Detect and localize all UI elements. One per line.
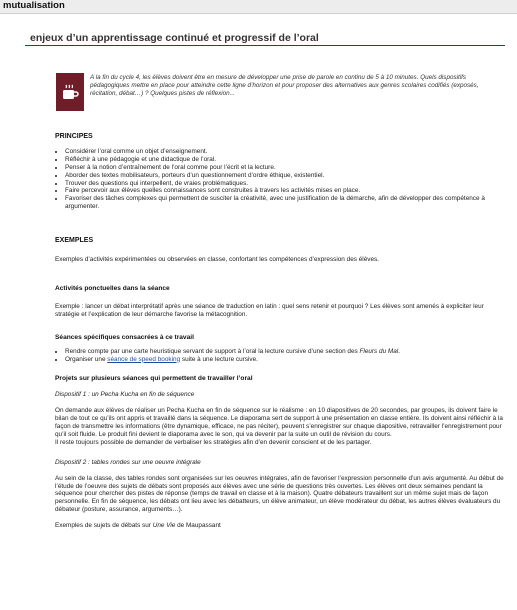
intro-text <box>90 74 490 99</box>
principes-heading: PRINCIPES <box>55 133 93 140</box>
exemples-heading: EXEMPLES <box>55 237 94 245</box>
ponctuelles-heading: Activités ponctuelles dans la séance <box>55 284 170 292</box>
list-item <box>65 356 505 364</box>
examples-text: Exemples de sujets de débats sur <box>55 522 153 530</box>
exemples-intro: Exemples d’activités expérimentées ou observées en classe, confortant les compétences d’expression des élèves. <box>55 256 379 264</box>
speed-booking-link[interactable]: séance de speed booking <box>107 355 181 363</box>
examples-text: de Maupassant <box>175 522 221 530</box>
list-item: • Faire percevoir aux élèves quelles connaissances sont construites à travers les activités mises en place. <box>65 187 505 195</box>
list-item: • Penser à la notion d’entraînement de l’oral comme pour l’écrit et la lecture. <box>65 164 505 172</box>
item-text: . <box>398 347 400 355</box>
principes-list <box>55 148 505 211</box>
list-item: • Aborder des textes mobilisateurs, porteurs d’un questionnement d’ordre éthique, existentiel. <box>65 172 505 180</box>
article-content <box>55 133 505 530</box>
dispositif-1-text: On demande aux élèves de réaliser un Pecha Kucha en fin de séquence sur le réalisme : en 10 diapositives de 20 secondes, par groupes, ils doivent faire le bilan de tout ce qu’ils ont appris et travaillé dans la séquence. Le diaporama sert de support à une présentation en classe entière. Ils doivent ainsi réfléchir à la façon de transmettre les informations (être dynamique, efficace, ne pas réciter), peuvent s’enregistrer sur chaque diapositive, retravailler l’enregistrement pour qu’il soit fluide. Le produit fini devient le diaporama avec le son, qui va devenir par la suite un outil de révision du cours. <box>55 407 503 438</box>
title-divider <box>25 45 505 46</box>
page-title: enjeux d’un apprentissage continué et progressif de l’oral <box>30 32 319 44</box>
list-item: • Trouver des questions qui interpellent, de vraies problématiques. <box>65 180 505 188</box>
list-item: • Considérer l’oral comme un objet d’enseignement. <box>65 148 505 156</box>
dispositif-2-title: Dispositif 2 : tables rondes sur une oeuvre intégrale <box>55 458 201 466</box>
intro-paragraph: A la fin du cycle 4, les élèves doivent être en mesure de développer une prise de parole en continu de 5 à 10 minutes. Quels dispositifs pédagogiques mettre en place pour atteindre cette ligne d’horizon et pour proposer des alternatives aux genres scolaires codifiés (exposés, récitation, débat…) ? Quelques pistes de réflexion... <box>90 74 479 98</box>
item-text: suite à une lecture cursive. <box>180 355 258 363</box>
dispositif-1-title: Dispositif 1 : un Pecha Kucha en fin de séquence <box>55 391 195 399</box>
item-italic: Fleurs du Mal <box>359 347 399 355</box>
projets-heading: Projets sur plusieurs séances qui permettent de travailler l’oral <box>55 375 253 383</box>
seances-heading: Séances spécifiques consacrées à ce travail <box>55 333 194 341</box>
item-text: Rendre compte par une carte heuristique servant de support à l’oral la lecture cursive d’une section des <box>65 347 360 355</box>
dispositif-2-text: Au sein de la classe, des tables rondes sont organisées sur les oeuvres intégrales, afin de favoriser l’expression personnelle d’un avis argumenté. Au début de l’étude de l’oeuvre des sujets de débats sont proposés aux élèves avec une série de questions très ouvertes. Les élèves ont deux semaines pendant la séquence pour chercher des pistes de réponse (temps de travail en classe et à la maison). Quatre débateurs travaillent sur un même sujet mais de façon personnelle. En fin de séquence, les débats ont lieu avec les débatteurs, un élève animateur, un élève modérateur du débat, les autres élèves évaluateurs du débateur (posture, assurance, arguments…). <box>55 474 504 514</box>
dispositif-2-examples <box>55 522 505 530</box>
examples-italic: Une Vie <box>152 522 176 530</box>
seances-list <box>55 348 505 364</box>
site-header <box>0 0 517 14</box>
list-item <box>65 348 505 356</box>
site-title[interactable]: mutualisation <box>3 0 65 11</box>
list-item: • Favoriser des tâches complexes qui permettent de susciter la créativité, avec une justification de la démarche, afin de développer des compétence à argumenter. <box>65 195 505 211</box>
list-item: • Réfléchir à une pédagogie et une didactique de l’oral. <box>65 156 505 164</box>
dispositif-1-text-2: Il reste toujours possible de demander de verbaliser les stratégies afin d’en devenir conscient et de les partager. <box>55 438 372 446</box>
ponctuelles-text: Exemple : lancer un débat interprétatif après une séance de traduction en latin : quel sens retenir et pourquoi ? Les élèves sont amenés à expliciter leur stratégie et l’explication de leur démarche favorise la métacognition. <box>55 302 484 318</box>
coffee-cup-icon <box>56 73 84 111</box>
item-text: Organiser une <box>65 355 108 363</box>
